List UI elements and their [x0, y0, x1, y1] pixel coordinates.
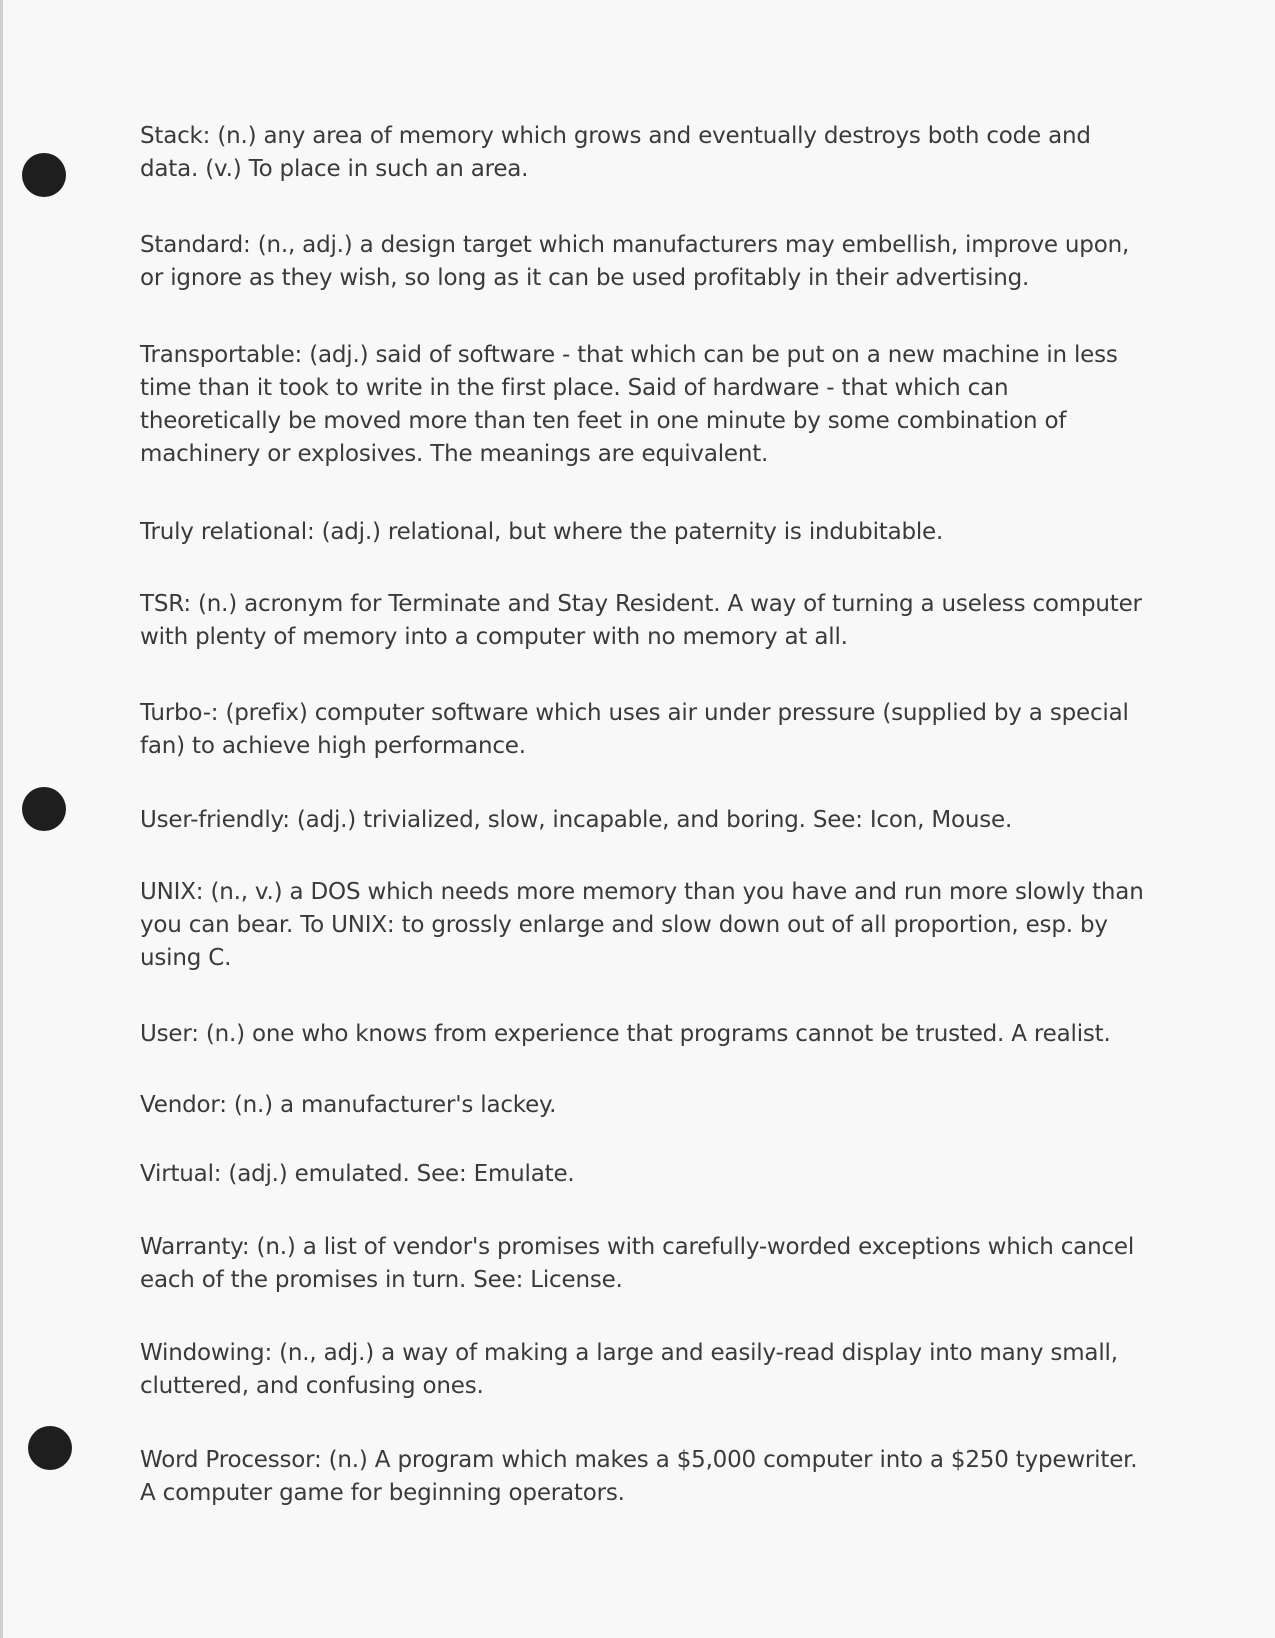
glossary-entry-stack: Stack: (n.) any area of memory which grows and eventually destroys both code and data. (v.) To place in such an area. [140, 123, 1091, 182]
glossary-entry-windowing: Windowing: (n., adj.) a way of making a large and easily-read display into many small, cluttered, and confusing ones. [140, 1340, 1118, 1399]
glossary-entry-unix: UNIX: (n., v.) a DOS which needs more memory than you have and run more slowly than you can bear. To UNIX: to grossly enlarge and slow down out of all proportion, esp. by using C. [140, 879, 1144, 971]
glossary-entry-word-processor: Word Processor: (n.) A program which makes a $5,000 computer into a $250 typewriter. A computer game for beginning operators. [140, 1447, 1138, 1506]
glossary-entry-tsr: TSR: (n.) acronym for Terminate and Stay Resident. A way of turning a useless computer with plenty of memory into a computer with no memory at all. [140, 591, 1142, 650]
glossary-entry-user-friendly: User-friendly: (adj.) trivialized, slow, incapable, and boring. See: Icon, Mouse. [140, 807, 1013, 833]
punch-hole-middle [22, 787, 66, 831]
punch-hole-top [22, 153, 66, 197]
glossary-entry-virtual: Virtual: (adj.) emulated. See: Emulate. [140, 1161, 575, 1187]
glossary-entry-user: User: (n.) one who knows from experience that programs cannot be trusted. A realist. [140, 1021, 1111, 1047]
glossary-entry-transportable: Transportable: (adj.) said of software - that which can be put on a new machine in less time than it took to write in the first place. Said of hardware - that which can theoretically be moved more than ten feet in one minute by some combination of machinery or explosives. The meanings are equivalent. [140, 342, 1118, 467]
glossary-entry-truly-relational: Truly relational: (adj.) relational, but where the paternity is indubitable. [140, 519, 944, 545]
glossary-entry-vendor: Vendor: (n.) a manufacturer's lackey. [140, 1092, 557, 1118]
glossary-entry-standard: Standard: (n., adj.) a design target which manufacturers may embellish, improve upon, or ignore as they wish, so long as it can be used profitably in their advertising. [140, 232, 1130, 291]
punch-hole-bottom [28, 1426, 72, 1470]
glossary-entry-warranty: Warranty: (n.) a list of vendor's promises with carefully-worded exceptions which cancel each of the promises in turn. See: License. [140, 1234, 1135, 1293]
glossary-entry-turbo: Turbo-: (prefix) computer software which uses air under pressure (supplied by a special fan) to achieve high performance. [140, 700, 1129, 759]
